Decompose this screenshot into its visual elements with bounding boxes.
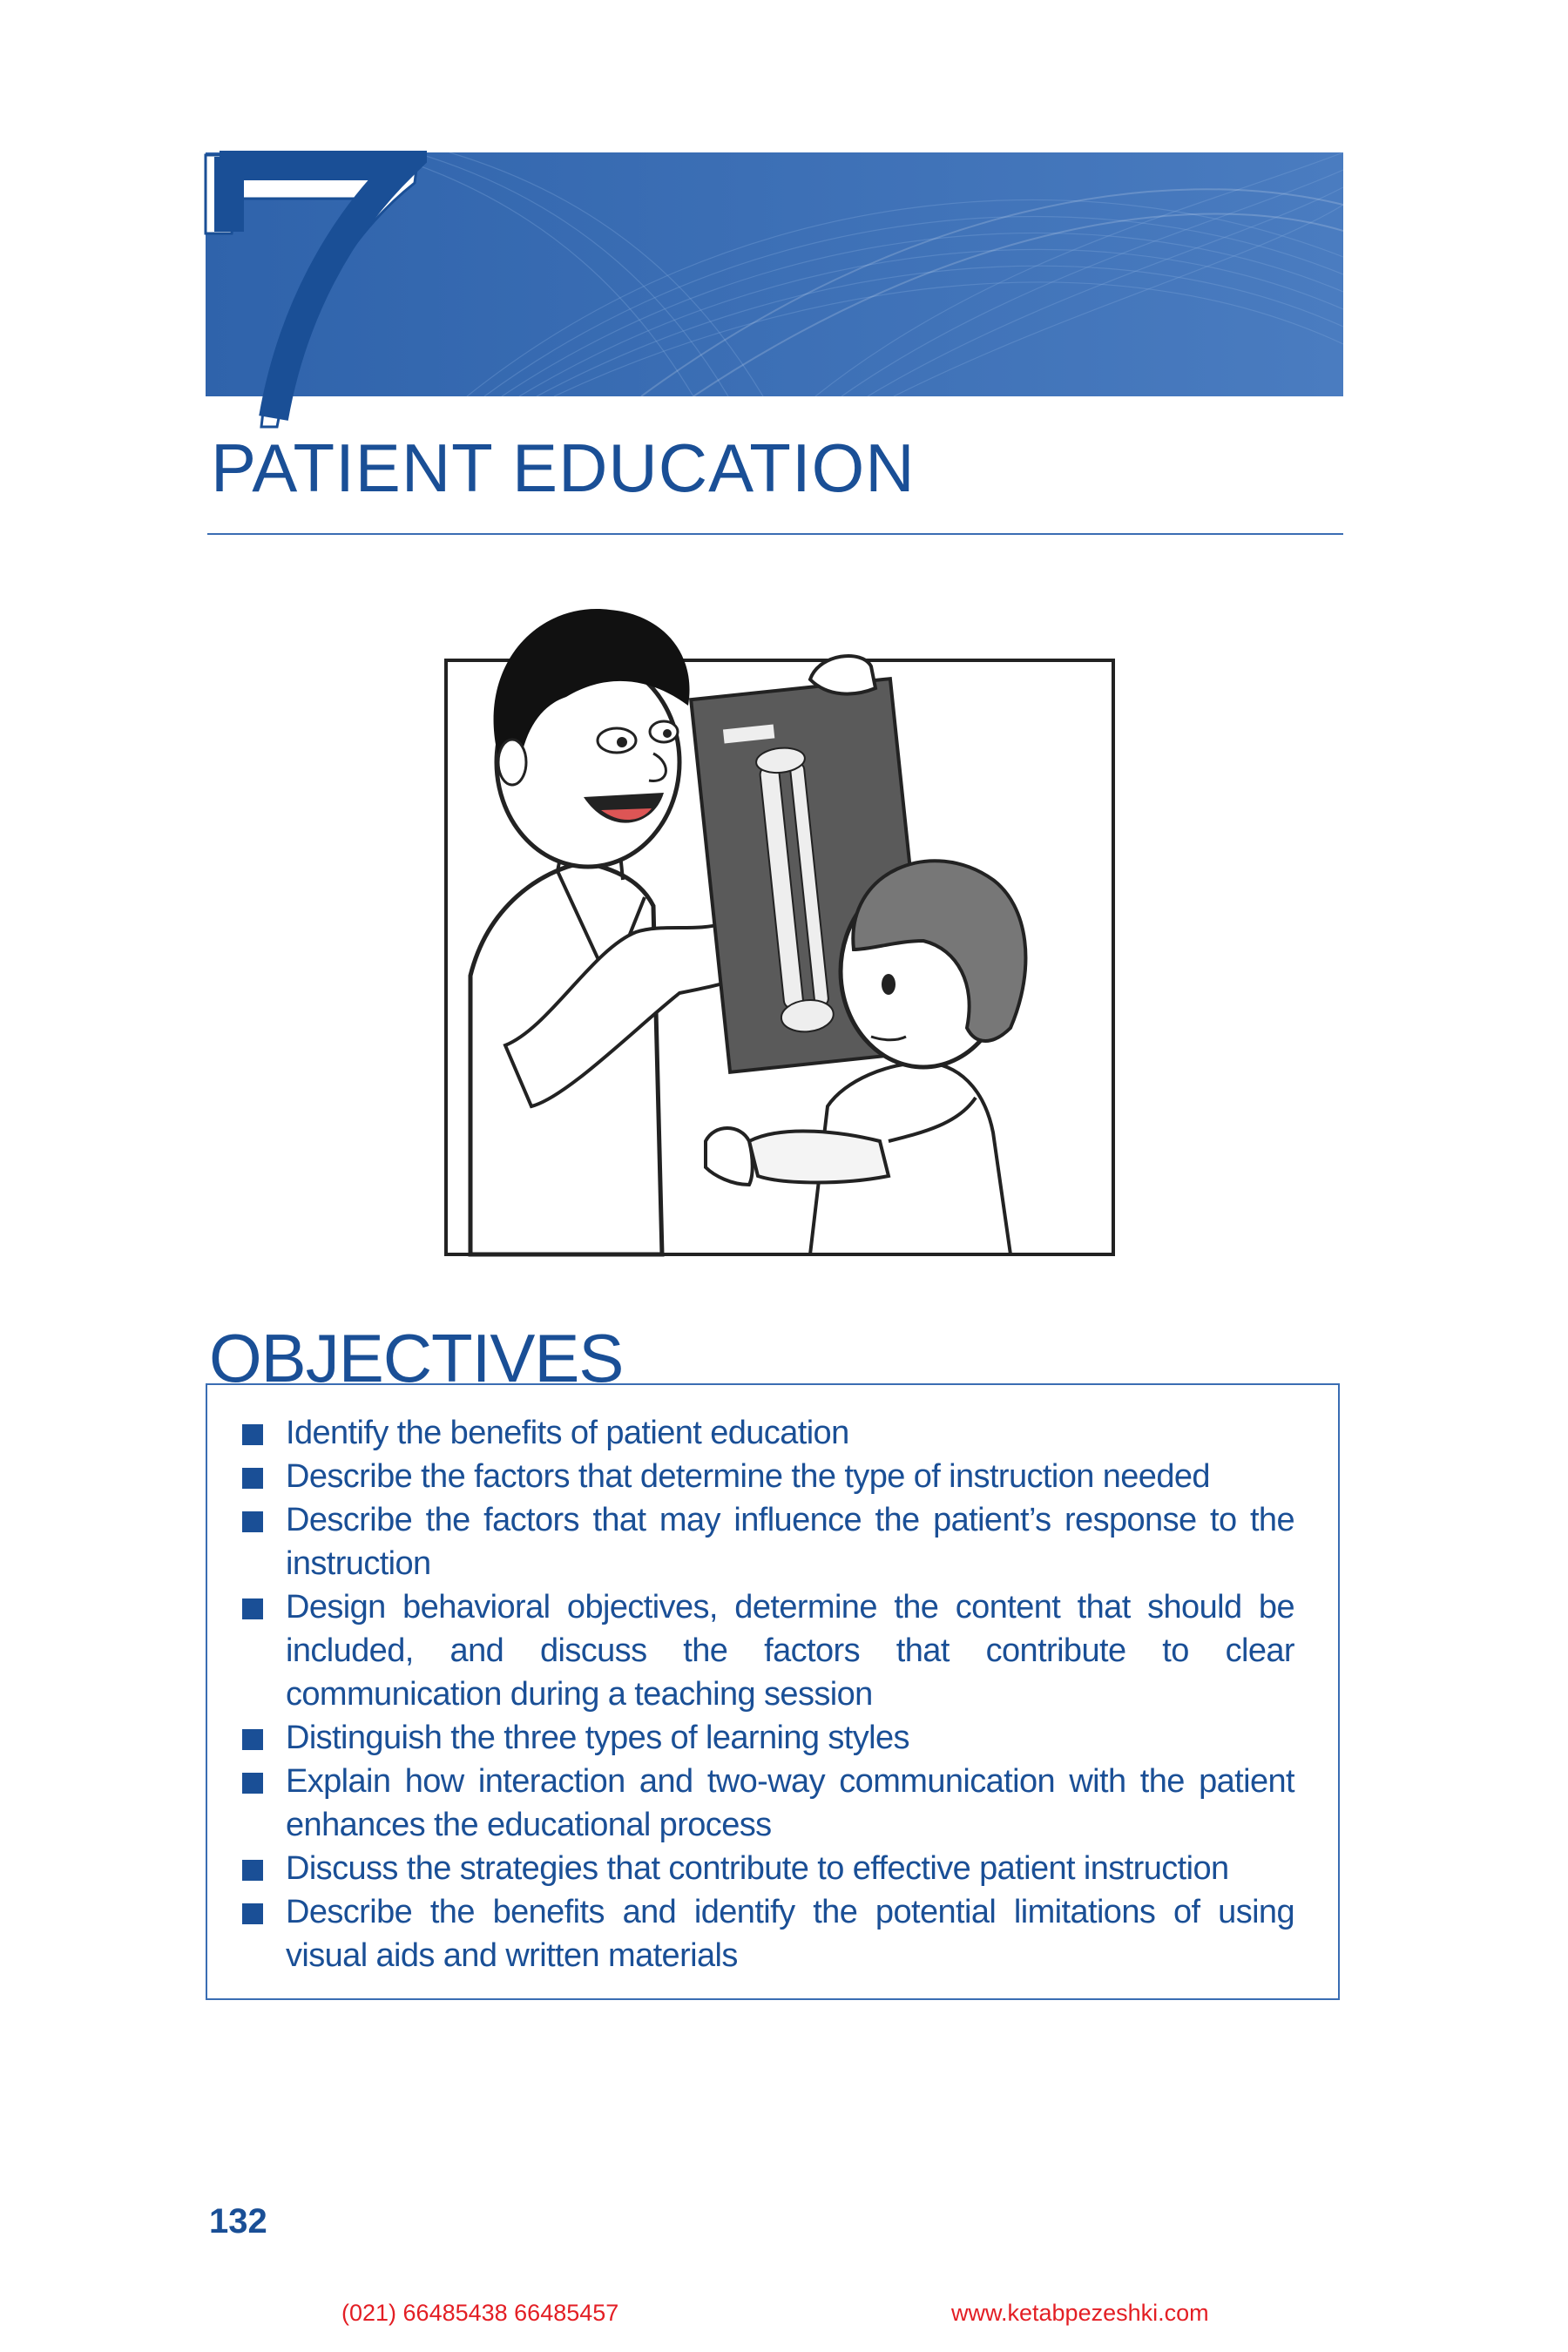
objective-text: Explain how interaction and two-way communication with the patient enhances the educational process [286, 1763, 1294, 1843]
list-item [242, 1585, 1294, 1716]
objective-text: Discuss the strategies that contribute to effective patient instruction [286, 1850, 1229, 1887]
title-divider [207, 533, 1343, 535]
list-item [242, 1760, 1294, 1847]
footer-phone: (021) 66485438 66485457 [341, 2300, 619, 2326]
list-item [242, 1411, 1294, 1455]
illustration-drawing [436, 575, 1124, 1263]
objectives-heading: OBJECTIVES [209, 1320, 624, 1396]
objective-text: Describe the factors that determine the type of instruction needed [286, 1458, 1210, 1495]
objective-text: Describe the factors that may influence the patient’s response to the instruction [286, 1502, 1294, 1582]
objective-text: Describe the benefits and identify the potential limitations of using visual aids and written materials [286, 1894, 1294, 1974]
square-bullet-icon [242, 1773, 263, 1794]
list-item [242, 1847, 1294, 1890]
objectives-list [242, 1411, 1294, 1977]
square-bullet-icon [242, 1729, 263, 1750]
chapter-title: PATIENT EDUCATION [211, 429, 916, 506]
doctor-showing-xray-illustration [436, 575, 1124, 1263]
square-bullet-icon [242, 1468, 263, 1489]
square-bullet-icon [242, 1424, 263, 1445]
list-item [242, 1455, 1294, 1498]
square-bullet-icon [242, 1598, 263, 1619]
square-bullet-icon [242, 1860, 263, 1881]
square-bullet-icon [242, 1903, 263, 1924]
objective-text: Design behavioral objectives, determine the content that should be included, and discuss the factors that contribute to clear communication during a teaching session [286, 1589, 1294, 1713]
list-item [242, 1890, 1294, 1977]
chapter-number [200, 131, 427, 444]
objective-text: Distinguish the three types of learning styles [286, 1720, 909, 1756]
square-bullet-icon [242, 1511, 263, 1532]
page-number: 132 [209, 2202, 267, 2240]
list-item [242, 1716, 1294, 1760]
objectives-box [206, 1383, 1340, 2000]
footer-url[interactable]: www.ketabpezeshki.com [951, 2300, 1209, 2326]
objective-text: Identify the benefits of patient education [286, 1415, 849, 1451]
list-item [242, 1498, 1294, 1585]
